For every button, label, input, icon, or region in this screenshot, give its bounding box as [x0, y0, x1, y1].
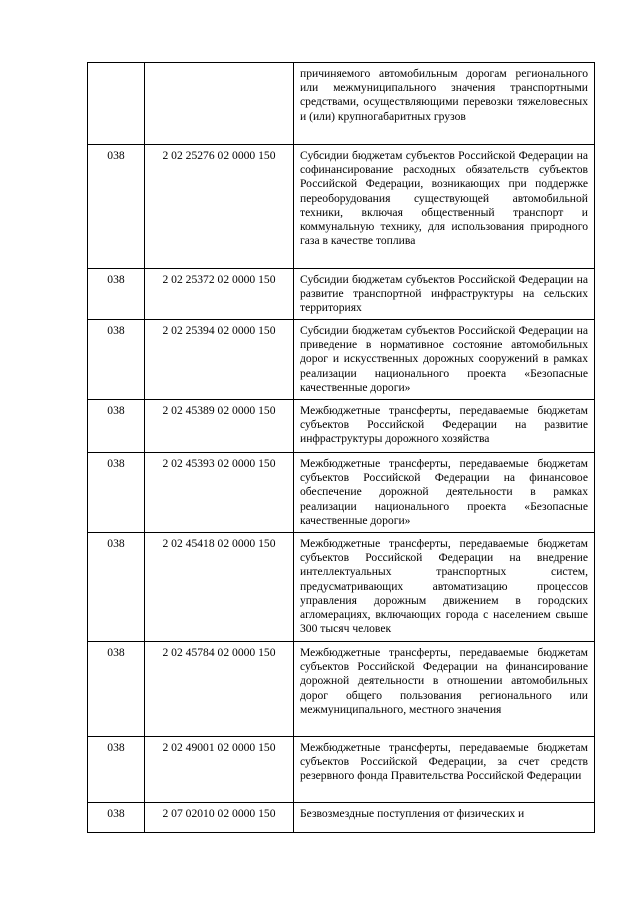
budget-code-cell: 2 02 45393 02 0000 150	[145, 453, 294, 533]
budget-code-cell	[145, 63, 294, 145]
budget-code-cell: 2 07 02010 02 0000 150	[145, 803, 294, 833]
budget-code-cell: 2 02 25276 02 0000 150	[145, 145, 294, 269]
table-row	[88, 320, 595, 400]
description-cell: Субсидии бюджетам субъектов Российской Федерации на развитие транспортной инфраструктуры на сельских территориях	[294, 269, 595, 320]
table-row	[88, 803, 595, 833]
description-cell: Межбюджетные трансферты, передаваемые бюджетам субъектов Российской Федерации, за счет средств резервного фонда Правительства Российской Федерации	[294, 737, 595, 803]
description-cell: причиняемого автомобильным дорогам регионального или межмуниципального значения транспортными средствами, осуществляющими перевозки тяжеловесных и (или) крупногабаритных грузов	[294, 63, 595, 145]
description-cell: Межбюджетные трансферты, передаваемые бюджетам субъектов Российской Федерации на финансовое обеспечение дорожной деятельности в рамках реализации национального проекта «Безопасные качественные дороги»	[294, 453, 595, 533]
table-row	[88, 533, 595, 642]
budget-code-cell: 2 02 45389 02 0000 150	[145, 400, 294, 453]
table-row	[88, 453, 595, 533]
table-row	[88, 642, 595, 737]
description-cell: Межбюджетные трансферты, передаваемые бюджетам субъектов Российской Федерации на внедрение интеллектуальных транспортных систем, предусматривающих автоматизацию процессов управления дорожным движением в городских агломерациях, включающих города с населением свыше 300 тысяч человек	[294, 533, 595, 642]
budget-code-cell: 2 02 45784 02 0000 150	[145, 642, 294, 737]
budget-code-cell: 2 02 45418 02 0000 150	[145, 533, 294, 642]
description-cell: Межбюджетные трансферты, передаваемые бюджетам субъектов Российской Федерации на развитие инфраструктуры дорожного хозяйства	[294, 400, 595, 453]
budget-code-cell: 2 02 25372 02 0000 150	[145, 269, 294, 320]
budget-code-cell: 2 02 49001 02 0000 150	[145, 737, 294, 803]
description-cell: Межбюджетные трансферты, передаваемые бюджетам субъектов Российской Федерации на финансирование дорожной деятельности в отношении автомобильных дорог общего пользования регионального или межмуниципального, местного значения	[294, 642, 595, 737]
budget-code-cell: 2 02 25394 02 0000 150	[145, 320, 294, 400]
description-cell: Безвозмездные поступления от физических и	[294, 803, 595, 833]
table-row	[88, 269, 595, 320]
admin-code-cell: 038	[88, 642, 145, 737]
admin-code-cell: 038	[88, 453, 145, 533]
admin-code-cell: 038	[88, 320, 145, 400]
table-row	[88, 145, 595, 269]
admin-code-cell: 038	[88, 533, 145, 642]
admin-code-cell: 038	[88, 803, 145, 833]
admin-code-cell: 038	[88, 145, 145, 269]
admin-code-cell: 038	[88, 269, 145, 320]
table-row	[88, 63, 595, 145]
description-cell: Субсидии бюджетам субъектов Российской Федерации на софинансирование расходных обязательств субъектов Российской Федерации, возникающих при поддержке переоборудования существующей автомобильной техники, включая общественный транспорт и коммунальную технику, для использования природного газа в качестве топлива	[294, 145, 595, 269]
revenue-codes-table	[87, 62, 595, 833]
admin-code-cell: 038	[88, 737, 145, 803]
table-row	[88, 737, 595, 803]
table-row	[88, 400, 595, 453]
description-cell: Субсидии бюджетам субъектов Российской Федерации на приведение в нормативное состояние автомобильных дорог и искусственных дорожных сооружений в рамках реализации национального проекта «Безопасные качественные дороги»	[294, 320, 595, 400]
admin-code-cell: 038	[88, 400, 145, 453]
admin-code-cell	[88, 63, 145, 145]
